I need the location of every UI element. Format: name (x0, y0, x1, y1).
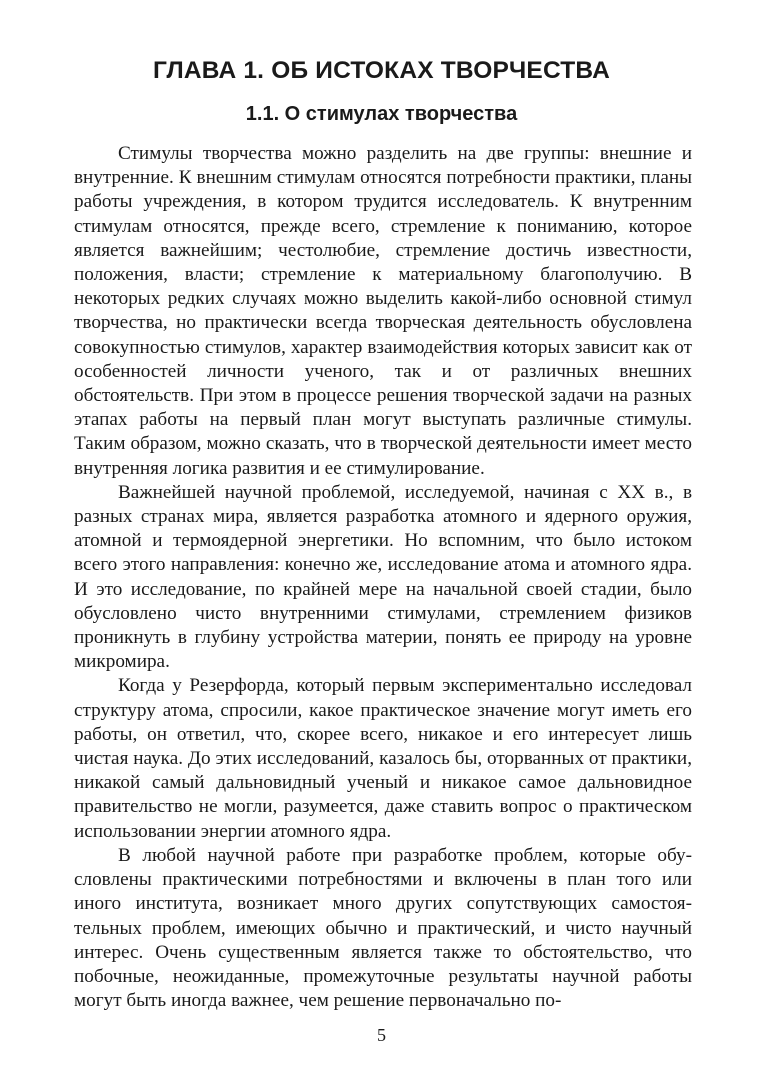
paragraph: Важнейшей научной проблемой, исследуемой, начиная с XX в., в разных странах мира, является разработка атомного и ядерного оружия, атомной и термоядерной энергетики. Но вспомним, что было истоком всего этого направления: конечно же, исследование атома и атомного ядра. И это исследование, по крайней мере на начальной своей стадии, было обусловлено чисто внутренними стимулами, стремлением физиков проникнуть в глубину устройства материи, понять ее природу на уровне микромира. (74, 481, 692, 673)
paragraph: В любой научной работе при разработке проблем, которые обусловлены практическими потребностями и включены в план того или иного института, возникает много других сопутствующих самостоятельных проблем, имеющих обычно и практический, и чисто научный интерес. Очень существенным является также то обстоятельство, что побочные, неожиданные, промежуточные результаты научной работы могут быть иногда важнее, чем решение первоначально по- (74, 844, 692, 1012)
paragraph: Когда у Резерфорда, который первым экспериментально исследовал структуру атома, спросили, какое практическое значение могут иметь его работы, он ответил, что, скорее всего, никакое и его интересует лишь чистая наука. До этих исследований, казалось бы, оторванных от практики, никакой самый дальновидный ученый и никакое самое дальновидное правительство не могли, разумеется, даже ставить вопрос о практическом использовании энергии атомного ядра. (74, 675, 692, 842)
page-number: 5 (377, 1025, 386, 1045)
paragraph: Стимулы творчества можно разделить на две группы: внешние и внутренние. К внешним стимулам относятся потребности практики, планы работы учреждения, в котором трудится исследователь. К внутренним стимулам относятся, прежде всего, стремление к пониманию, которое является важнейшим; честолюбие, стремление достичь известности, положения, власти; стремление к материальному благополучию. В некоторых редких случаях можно выделить какой-либо основной стимул творчества, но практически всегда творческая деятельность обусловлена совокупностью стимулов, характер взаимодействия которых зависит как от особенностей личности ученого, так и от различных внешних обстоятельств. При этом в процессе решения творческой задачи на разных этапах работы на первый план могут выступать различные стимулы. Таким образом, можно сказать, что в творческой деятельности имеет место внутренняя логика развития и ее стимулирование. (74, 143, 692, 479)
chapter-title: ГЛАВА 1. ОБ ИСТОКАХ ТВОРЧЕСТВА (153, 57, 610, 84)
section-title: 1.1. О стимулах творчества (245, 103, 518, 125)
body-text (74, 142, 692, 1013)
